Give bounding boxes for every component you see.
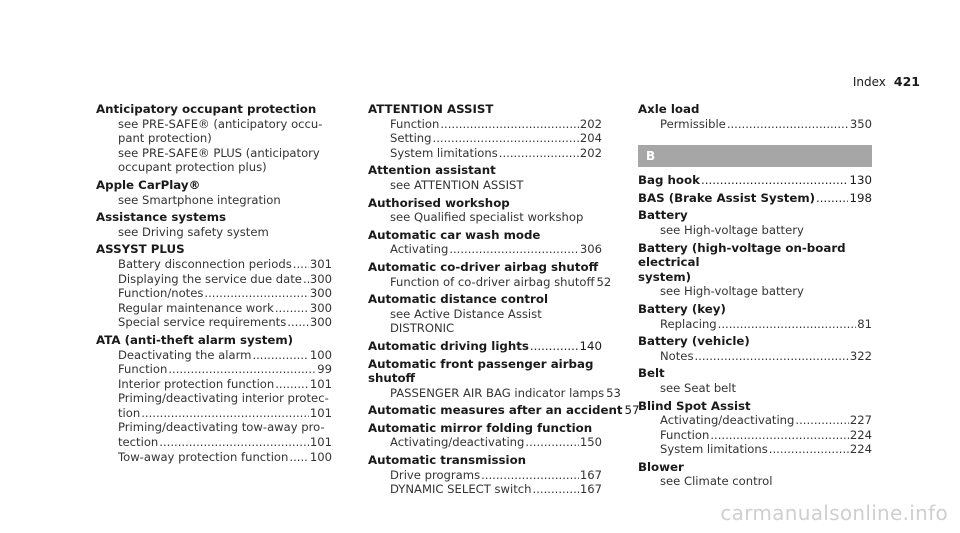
page-reference-link[interactable]: 57 (624, 403, 640, 418)
entry-text: Interior protection function (118, 376, 275, 391)
page-reference-link[interactable]: 300 (309, 286, 332, 301)
page-reference-link[interactable]: 300 (309, 300, 332, 315)
index-entry (638, 241, 872, 270)
index-subentry (96, 117, 332, 132)
index-entry (96, 333, 332, 348)
index-subentry (638, 117, 872, 132)
page-reference-link[interactable]: 167 (579, 467, 602, 482)
entry-text: Regular maintenance work (118, 300, 274, 315)
index-entry (638, 102, 872, 117)
entry-text: Automatic distance control (368, 292, 549, 307)
index-entry (96, 210, 332, 225)
entry-text: ATTENTION ASSIST (368, 102, 494, 116)
page-reference-link[interactable]: 224 (849, 442, 872, 457)
index-subentry (368, 307, 602, 336)
page-reference-link[interactable]: 100 (309, 347, 332, 362)
index-subentry (96, 286, 332, 301)
entry-text: Blind Spot Assist (638, 398, 751, 413)
dot-leader (727, 117, 849, 132)
entry-text: ATA (anti-theft alarm system) (96, 332, 294, 347)
index-subentry (96, 391, 332, 406)
index-subentry (638, 381, 872, 396)
index-subentry (368, 468, 602, 483)
entry-text: Belt (638, 366, 665, 381)
entry-text: see Seat belt (660, 380, 737, 395)
dot-leader (795, 413, 848, 428)
index-subentry (96, 257, 332, 272)
dot-leader (303, 272, 309, 287)
index-subentry (96, 362, 332, 377)
entry-text: Activating (390, 242, 449, 257)
dot-leader (275, 301, 309, 316)
index-entry (638, 399, 872, 414)
entry-text: Attention assistant (368, 163, 496, 178)
page-reference-link[interactable]: 150 (579, 435, 602, 450)
index-entry (368, 357, 602, 386)
index-entry (368, 260, 602, 275)
index-entry (368, 339, 602, 354)
dot-leader (293, 257, 309, 272)
index-entry (368, 421, 602, 436)
entry-text: ASSYST PLUS (96, 242, 185, 257)
page-reference-link[interactable]: 300 (309, 315, 332, 330)
entry-text: System limitations (390, 145, 498, 160)
index-subentry (96, 420, 332, 435)
page-reference-link[interactable]: 204 (579, 131, 602, 146)
dot-leader (533, 482, 579, 497)
entry-text: Displaying the service due date (118, 271, 302, 286)
dot-leader (168, 362, 316, 377)
page-reference-link[interactable]: 101 (309, 435, 332, 450)
entry-text: see PRE-SAFE® PLUS (anticipatory (118, 145, 320, 160)
dot-leader (252, 348, 308, 363)
entry-text: Function (660, 427, 710, 442)
index-entry (368, 292, 602, 307)
page-reference-link[interactable]: 140 (579, 338, 602, 353)
dot-leader (449, 242, 579, 257)
page-reference-link[interactable]: 100 (309, 449, 332, 464)
index-subentry (368, 435, 602, 450)
index-subentry (96, 131, 332, 146)
entry-text: Battery disconnection periods (118, 256, 292, 271)
index-entry (368, 403, 640, 418)
entry-text: Axle load (638, 102, 700, 116)
index-entry (368, 453, 602, 468)
index-entry (638, 366, 872, 381)
index-subentry (96, 406, 332, 421)
index-subentry (638, 442, 872, 457)
dot-leader (499, 146, 579, 161)
index-column-2 (368, 102, 640, 497)
page-header (853, 74, 920, 89)
entry-text: Battery (high-voltage on-board electrical (638, 240, 846, 270)
entry-text: Setting (390, 131, 432, 146)
entry-text: see High-voltage battery (660, 284, 804, 299)
entry-text: Automatic mirror folding function (368, 420, 593, 435)
page-reference-link[interactable]: 53 (606, 385, 621, 400)
index-subentry (638, 474, 872, 489)
index-subentry (368, 117, 602, 132)
index-subentry (96, 225, 332, 240)
entry-text: system) (638, 269, 692, 284)
entry-text: Replacing (660, 316, 717, 331)
index-subentry (368, 178, 602, 193)
index-subentry (368, 242, 602, 257)
page-reference-link[interactable]: 101 (309, 405, 332, 420)
entry-text: Special service requirements (118, 315, 287, 330)
page-reference-link[interactable]: 350 (849, 116, 872, 131)
dot-leader (530, 339, 579, 354)
index-subentry (96, 146, 332, 161)
entry-text: Apple CarPlay® (96, 177, 201, 192)
dot-leader (204, 286, 308, 301)
index-subentry (368, 146, 602, 161)
entry-text: Tow-away protection function (118, 449, 289, 464)
entry-text: Activating/deactivating (390, 435, 525, 450)
page-reference-link[interactable]: 99 (317, 362, 332, 377)
entry-text: occupant protection plus) (118, 160, 267, 175)
index-subentry (638, 349, 872, 364)
entry-text: see Smartphone integration (118, 192, 281, 207)
entry-text: see Driving safety system (118, 224, 269, 239)
index-entry (638, 173, 872, 188)
dot-leader (289, 450, 308, 465)
index-subentry (638, 317, 872, 332)
dot-leader (159, 435, 309, 450)
index-entry (638, 191, 872, 206)
dot-leader (710, 428, 849, 443)
index-subentry (96, 301, 332, 316)
index-letter-heading: B (638, 145, 872, 167)
page-reference-link[interactable]: 202 (579, 116, 602, 131)
index-subentry (96, 315, 332, 330)
entry-text: Function/notes (118, 286, 204, 301)
entry-text: Anticipatory occupant protection (96, 102, 317, 116)
dot-leader (816, 191, 848, 206)
index-entry (638, 460, 872, 475)
entry-text: Automatic co-driver airbag shutoff (368, 259, 599, 274)
page-reference-link[interactable]: 227 (849, 413, 872, 428)
index-subentry (96, 348, 332, 363)
entry-text: see Climate control (660, 474, 773, 489)
dot-leader (718, 317, 857, 332)
index-subentry (96, 272, 332, 287)
index-subentry (368, 385, 621, 401)
index-subentry (96, 160, 332, 175)
index-subentry (96, 377, 332, 392)
index-subentry (368, 274, 612, 290)
dot-leader (695, 349, 849, 364)
index-subentry (368, 210, 602, 225)
entry-text: see Qualified specialist workshop (390, 210, 584, 225)
entry-text: see PRE-SAFE® (anticipatory occu- (118, 116, 323, 131)
dot-leader (481, 468, 579, 483)
entry-text: Automatic front passenger airbag shutoff (368, 356, 594, 386)
header-title: Index (852, 75, 886, 89)
entry-text: DYNAMIC SELECT switch (390, 482, 532, 497)
index-entry (96, 178, 332, 193)
page-reference-link[interactable]: 198 (849, 190, 872, 205)
watermark: carmanualsonline.info (720, 501, 948, 525)
dot-leader (440, 117, 579, 132)
index-subentry (638, 428, 872, 443)
dot-leader (701, 173, 849, 188)
index-subentry (638, 223, 872, 238)
entry-text: see High-voltage battery (660, 222, 804, 237)
entry-text: Blower (638, 459, 684, 474)
entry-text: Bag hook (638, 173, 700, 188)
entry-text: Permissible (660, 116, 726, 131)
index-entry (96, 102, 332, 117)
index-entry (96, 242, 332, 257)
page-reference-link[interactable]: 81 (857, 316, 872, 331)
entry-text: Activating/deactivating (660, 413, 795, 428)
page-reference-link[interactable]: 202 (579, 145, 602, 160)
page-number: 421 (893, 74, 920, 89)
page-reference-link[interactable]: 301 (309, 256, 332, 271)
index-subentry (96, 450, 332, 465)
page-reference-link[interactable]: 306 (579, 242, 602, 257)
page-reference-link[interactable]: 300 (309, 271, 332, 286)
entry-text: see Active Distance Assist DISTRONIC (390, 306, 542, 336)
entry-text: Function (390, 116, 440, 131)
entry-text: Function of co-driver airbag shutoff (390, 274, 595, 289)
entry-text: tion (118, 405, 141, 420)
index-entry (638, 302, 872, 317)
entry-text: Function (118, 362, 168, 377)
page-reference-link[interactable]: 130 (849, 173, 872, 188)
dot-leader (769, 442, 849, 457)
entry-text: BAS (Brake Assist System) (638, 190, 816, 205)
index-subentry (368, 482, 602, 497)
page-reference-link[interactable]: 167 (579, 482, 602, 497)
dot-leader (141, 406, 309, 421)
index-subentry (638, 413, 872, 428)
index-subentry (368, 131, 602, 146)
dot-leader (287, 315, 309, 330)
entry-text: Assistance systems (96, 210, 227, 225)
index-entry (368, 228, 602, 243)
page-reference-link[interactable]: 52 (596, 274, 612, 289)
index-entry (638, 270, 872, 285)
entry-text: Battery (vehicle) (638, 334, 750, 349)
entry-text: Priming/deactivating tow-away pro- (118, 420, 325, 435)
entry-text: Priming/deactivating interior protec- (118, 391, 329, 406)
page-reference-link[interactable]: 101 (309, 376, 332, 391)
index-column-3 (638, 102, 872, 489)
entry-text: Automatic measures after an accident (368, 403, 623, 418)
index-entry (368, 196, 602, 211)
entry-text: Battery (key) (638, 301, 726, 316)
index-subentry (638, 284, 872, 299)
entry-text: Battery (638, 208, 688, 223)
page-reference-link[interactable]: 322 (849, 348, 872, 363)
dot-leader (275, 377, 309, 392)
entry-text: System limitations (660, 442, 768, 457)
entry-text: Automatic transmission (368, 453, 527, 468)
index-column-1 (96, 102, 332, 464)
index-entry (368, 102, 602, 117)
dot-leader (525, 435, 578, 450)
index-entry (638, 208, 872, 223)
page-reference-link[interactable]: 224 (849, 427, 872, 442)
entry-text: Authorised workshop (368, 195, 510, 210)
index-subentry (96, 193, 332, 208)
entry-text: Drive programs (390, 467, 481, 482)
index-entry (638, 334, 872, 349)
index-subentry (96, 435, 332, 450)
dot-leader (433, 131, 579, 146)
entry-text: tection (118, 435, 159, 450)
entry-text: PASSENGER AIR BAG indicator lamps (390, 385, 605, 400)
entry-text: Automatic car wash mode (368, 227, 541, 242)
entry-text: pant protection) (118, 131, 212, 146)
index-entry (368, 163, 602, 178)
entry-text: Automatic driving lights (368, 338, 529, 353)
entry-text: see ATTENTION ASSIST (390, 177, 524, 192)
entry-text: Notes (660, 348, 694, 363)
entry-text: Deactivating the alarm (118, 347, 252, 362)
